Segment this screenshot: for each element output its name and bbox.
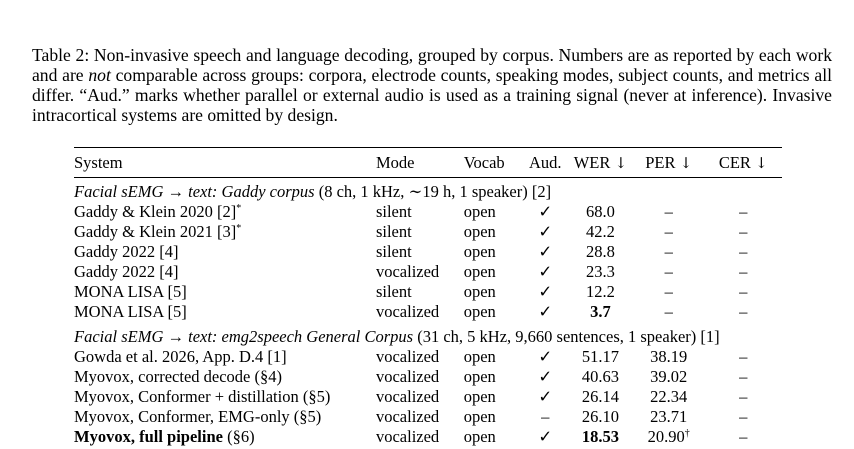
- cell-per: [633, 302, 704, 322]
- cell-system: [74, 367, 376, 387]
- cell-wer: [568, 282, 633, 302]
- caption-text-after: comparable across groups: corpora, electrode counts, speaking modes, subject counts, and metrics all differ. “Aud.” marks whether parallel or external audio is used as a training signal (never at inference). Invasive intracortical systems are omitted by design.: [32, 65, 832, 125]
- value-vocab: open: [463, 282, 496, 301]
- value-mode: silent: [375, 202, 412, 221]
- cell-mode: [376, 202, 464, 222]
- value-vocab: open: [463, 302, 496, 321]
- cell-aud: [523, 262, 568, 282]
- value-per: 23.71: [650, 407, 688, 426]
- cell-aud: [523, 302, 568, 322]
- cell-cer: [704, 202, 782, 222]
- value-wer: 26.14: [581, 387, 619, 406]
- cell-cer: [704, 222, 782, 242]
- header-wer: [568, 148, 633, 178]
- group-title: [74, 178, 782, 203]
- cell-wer: [568, 347, 633, 367]
- value-cer: –: [739, 367, 748, 386]
- value-vocab: open: [463, 222, 496, 241]
- cell-wer: [568, 367, 633, 387]
- value-mode: silent: [375, 282, 412, 301]
- value-cer: –: [739, 387, 748, 406]
- value-per: –: [664, 202, 673, 221]
- cell-per: [633, 282, 704, 302]
- cell-system: [74, 407, 376, 427]
- value-per: –: [664, 242, 673, 261]
- table-row: [74, 367, 782, 387]
- cell-system: [74, 202, 376, 222]
- value-per: –: [664, 302, 673, 321]
- header-row: [74, 148, 782, 178]
- cell-mode: [376, 387, 464, 407]
- caption-emphasis: not: [88, 65, 111, 85]
- cell-mode: [376, 302, 464, 322]
- cell-vocab: [464, 302, 523, 322]
- value-per: –: [664, 222, 673, 241]
- group-title-details: (8 ch, 1 kHz, ∼19 h, 1 speaker) [2]: [314, 182, 552, 201]
- value-wer: 3.7: [590, 302, 611, 321]
- aud-mark: –: [541, 407, 550, 426]
- value-mode: vocalized: [375, 302, 440, 321]
- aud-mark: ✓: [538, 427, 553, 446]
- cell-system: [74, 387, 376, 407]
- cell-system: [74, 302, 376, 322]
- value-per: 38.19: [650, 347, 688, 366]
- value-vocab: open: [463, 387, 496, 406]
- value-cer: –: [739, 262, 748, 281]
- group-header-row: [74, 322, 782, 347]
- value-vocab: open: [463, 242, 496, 261]
- caption-text-before: Non-invasive speech and language decoding, grouped by corpus. Numbers are as reported by each work and are: [32, 45, 833, 85]
- system-name-bold: Myovox, full pipeline: [74, 427, 223, 446]
- header-system: System: [74, 152, 123, 172]
- cell-aud: [523, 427, 568, 447]
- cell-system: [74, 262, 376, 282]
- cell-mode: [376, 282, 464, 302]
- cell-system: [74, 242, 376, 262]
- cell-aud: [523, 407, 568, 427]
- cell-per: [633, 387, 704, 407]
- cell-wer: [568, 262, 633, 282]
- value-cer: –: [739, 222, 748, 241]
- cell-vocab: [464, 367, 523, 387]
- cell-vocab: [464, 222, 523, 242]
- table-row: [74, 222, 782, 242]
- cell-system: [74, 222, 376, 242]
- value-wer: 23.3: [585, 262, 615, 281]
- cell-aud: [523, 367, 568, 387]
- aud-mark: ✓: [538, 282, 553, 301]
- cell-per: [633, 262, 704, 282]
- cell-mode: [376, 222, 464, 242]
- value-vocab: open: [463, 347, 496, 366]
- table-row: [74, 387, 782, 407]
- header-cer-label: CER: [718, 152, 751, 172]
- cell-aud: [523, 387, 568, 407]
- aud-mark: ✓: [538, 367, 553, 386]
- cell-cer: [704, 282, 782, 302]
- value-cer: –: [739, 242, 748, 261]
- aud-mark: ✓: [538, 262, 553, 281]
- value-per: –: [664, 262, 673, 281]
- value-wer: 26.10: [581, 407, 619, 426]
- header-per-label: PER: [645, 152, 676, 172]
- aud-mark: ✓: [538, 202, 553, 221]
- system-name: Gowda et al. 2026, App. D.4 [1]: [74, 347, 287, 366]
- table-row: [74, 407, 782, 427]
- aud-mark: ✓: [538, 302, 553, 321]
- cell-system: [74, 347, 376, 367]
- header-wer-label: WER: [573, 152, 611, 172]
- cell-vocab: [464, 407, 523, 427]
- cell-cer: [704, 387, 782, 407]
- table-row: [74, 262, 782, 282]
- value-vocab: open: [463, 407, 496, 426]
- cell-cer: [704, 242, 782, 262]
- system-name: Myovox, corrected decode (§4): [74, 367, 282, 386]
- value-cer: –: [739, 302, 748, 321]
- cell-vocab: [464, 347, 523, 367]
- down-arrow-icon: ↓: [614, 153, 628, 172]
- value-mode: vocalized: [375, 347, 440, 366]
- cell-vocab: [464, 262, 523, 282]
- results-table-container: [74, 147, 782, 447]
- cell-vocab: [464, 242, 523, 262]
- cell-per: [633, 407, 704, 427]
- value-vocab: open: [463, 262, 496, 281]
- cell-mode: [376, 262, 464, 282]
- header-mode: Mode: [375, 152, 415, 172]
- system-name: Gaddy & Klein 2021 [3]: [74, 222, 237, 241]
- caption-label: Table 2:: [32, 45, 90, 65]
- cell-system: [74, 427, 376, 447]
- table-row: [74, 202, 782, 222]
- cell-wer: [568, 427, 633, 447]
- down-arrow-icon: ↓: [755, 153, 768, 172]
- down-arrow-icon: ↓: [679, 153, 693, 172]
- value-vocab: open: [463, 427, 496, 446]
- cell-wer: [568, 242, 633, 262]
- system-name: Gaddy 2022 [4]: [74, 242, 179, 261]
- system-name: Myovox, Conformer, EMG-only (§5): [74, 407, 322, 426]
- header-per: [633, 148, 704, 178]
- value-wer: 40.63: [581, 367, 619, 386]
- cell-wer: [568, 202, 633, 222]
- aud-mark: ✓: [538, 242, 553, 261]
- header-aud: Aud.: [529, 152, 562, 172]
- cell-cer: [704, 347, 782, 367]
- table-row: [74, 282, 782, 302]
- cell-aud: [523, 222, 568, 242]
- group-title-italic: Facial sEMG → text: emg2speech General Corpus: [74, 327, 414, 346]
- table-row: [74, 302, 782, 322]
- value-cer: –: [739, 427, 748, 446]
- value-per: 20.90: [647, 427, 685, 446]
- aud-mark: ✓: [538, 387, 553, 406]
- results-table: [74, 147, 782, 447]
- cell-per: [633, 202, 704, 222]
- group-header-row: [74, 178, 782, 203]
- cell-mode: [376, 427, 464, 447]
- cell-aud: [523, 242, 568, 262]
- system-name: MONA LISA [5]: [74, 282, 187, 301]
- value-cer: –: [739, 202, 748, 221]
- header-vocab: Vocab: [463, 152, 505, 172]
- system-name: Gaddy & Klein 2020 [2]: [74, 202, 237, 221]
- value-cer: –: [739, 347, 748, 366]
- cell-cer: [704, 427, 782, 447]
- cell-cer: [704, 262, 782, 282]
- aud-mark: ✓: [538, 347, 553, 366]
- cell-vocab: [464, 387, 523, 407]
- table-body: [74, 178, 782, 448]
- cell-mode: [376, 242, 464, 262]
- value-wer: 18.53: [581, 427, 619, 446]
- value-cer: –: [739, 282, 748, 301]
- cell-per: [633, 427, 704, 447]
- cell-wer: [568, 407, 633, 427]
- system-name: Myovox, Conformer + distillation (§5): [74, 387, 331, 406]
- value-wer: 28.8: [585, 242, 615, 261]
- system-name: MONA LISA [5]: [74, 302, 187, 321]
- table-row: [74, 347, 782, 367]
- cell-cer: [704, 302, 782, 322]
- cell-mode: [376, 367, 464, 387]
- table-row: [74, 242, 782, 262]
- cell-vocab: [464, 202, 523, 222]
- cell-wer: [568, 302, 633, 322]
- value-vocab: open: [463, 202, 496, 221]
- value-mode: silent: [375, 222, 412, 241]
- cell-per: [633, 367, 704, 387]
- table-caption: [32, 45, 832, 125]
- cell-wer: [568, 387, 633, 407]
- footnote-marker: †: [684, 428, 690, 439]
- system-name: Gaddy 2022 [4]: [74, 262, 179, 281]
- value-mode: silent: [375, 242, 412, 261]
- cell-per: [633, 347, 704, 367]
- footnote-marker: *: [236, 203, 242, 214]
- header-cer: [704, 148, 782, 178]
- cell-mode: [376, 407, 464, 427]
- table-row: [74, 427, 782, 447]
- cell-cer: [704, 367, 782, 387]
- cell-per: [633, 222, 704, 242]
- cell-aud: [523, 282, 568, 302]
- cell-aud: [523, 202, 568, 222]
- cell-mode: [376, 347, 464, 367]
- value-wer: 12.2: [585, 282, 615, 301]
- group-title-details: (31 ch, 5 kHz, 9,660 sentences, 1 speaker) [1]: [413, 327, 720, 346]
- value-cer: –: [739, 407, 748, 426]
- aud-mark: ✓: [538, 222, 553, 241]
- value-mode: vocalized: [375, 407, 440, 426]
- system-name: (§6): [222, 427, 255, 446]
- cell-wer: [568, 222, 633, 242]
- value-mode: vocalized: [375, 427, 440, 446]
- value-per: 39.02: [650, 367, 688, 386]
- value-mode: vocalized: [375, 367, 440, 386]
- cell-vocab: [464, 282, 523, 302]
- value-vocab: open: [463, 367, 496, 386]
- footnote-marker: *: [236, 223, 242, 234]
- value-wer: 42.2: [585, 222, 615, 241]
- group-title-italic: Facial sEMG → text: Gaddy corpus: [74, 182, 315, 201]
- value-wer: 68.0: [585, 202, 615, 221]
- value-wer: 51.17: [581, 347, 619, 366]
- cell-vocab: [464, 427, 523, 447]
- cell-cer: [704, 407, 782, 427]
- cell-aud: [523, 347, 568, 367]
- group-title: [74, 322, 782, 347]
- value-per: –: [664, 282, 673, 301]
- value-per: 22.34: [650, 387, 688, 406]
- cell-per: [633, 242, 704, 262]
- value-mode: vocalized: [375, 262, 440, 281]
- value-mode: vocalized: [375, 387, 440, 406]
- cell-system: [74, 282, 376, 302]
